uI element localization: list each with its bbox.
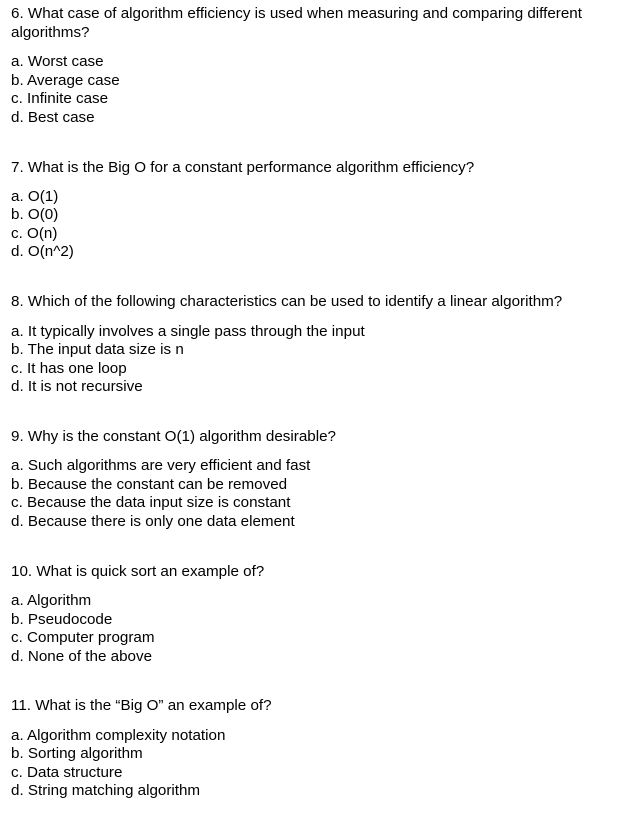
question-9-option-d: d. Because there is only one data element	[11, 513, 295, 530]
question-6-option-b: b. Average case	[11, 72, 120, 89]
question-9-option-b: b. Because the constant can be removed	[11, 476, 288, 493]
question-10-option-b: b. Pseudocode	[11, 611, 113, 628]
question-9-option-a: a. Such algorithms are very efficient and fast	[11, 457, 311, 474]
question-7-option-b: b. O(0)	[11, 206, 59, 223]
question-10-text: 10. What is quick sort an example of?	[11, 563, 265, 580]
question-6-text: 6. What case of algorithm efficiency is used when measuring and comparing different algorithms?	[11, 5, 582, 41]
question-7-text: 7. What is the Big O for a constant performance algorithm efficiency?	[11, 159, 475, 176]
question-8-option-a: a. It typically involves a single pass through the input	[11, 323, 365, 340]
question-10-option-d: d. None of the above	[11, 648, 153, 665]
question-11-option-b: b. Sorting algorithm	[11, 745, 143, 762]
question-6-option-a: a. Worst case	[11, 53, 104, 70]
question-7-option-d: d. O(n^2)	[11, 243, 74, 260]
question-6-option-d: d. Best case	[11, 109, 95, 126]
question-10-option-c: c. Computer program	[11, 629, 155, 646]
question-11-option-a: a. Algorithm complexity notation	[11, 727, 226, 744]
question-8-option-d: d. It is not recursive	[11, 378, 143, 395]
question-9-option-c: c. Because the data input size is constant	[11, 494, 291, 511]
question-11-option-c: c. Data structure	[11, 764, 123, 781]
question-6-option-c: c. Infinite case	[11, 90, 109, 107]
question-8-option-c: c. It has one loop	[11, 360, 127, 377]
question-11-text: 11. What is the “Big O” an example of?	[11, 697, 272, 714]
question-7-option-a: a. O(1)	[11, 188, 59, 205]
question-10-option-a: a. Algorithm	[11, 592, 92, 609]
question-8-option-b: b. The input data size is n	[11, 341, 184, 358]
question-11-option-d: d. String matching algorithm	[11, 782, 201, 799]
question-8-text: 8. Which of the following characteristics can be used to identify a linear algorithm?	[11, 293, 563, 310]
question-7-option-c: c. O(n)	[11, 225, 58, 242]
question-9-text: 9. Why is the constant O(1) algorithm desirable?	[11, 428, 336, 445]
